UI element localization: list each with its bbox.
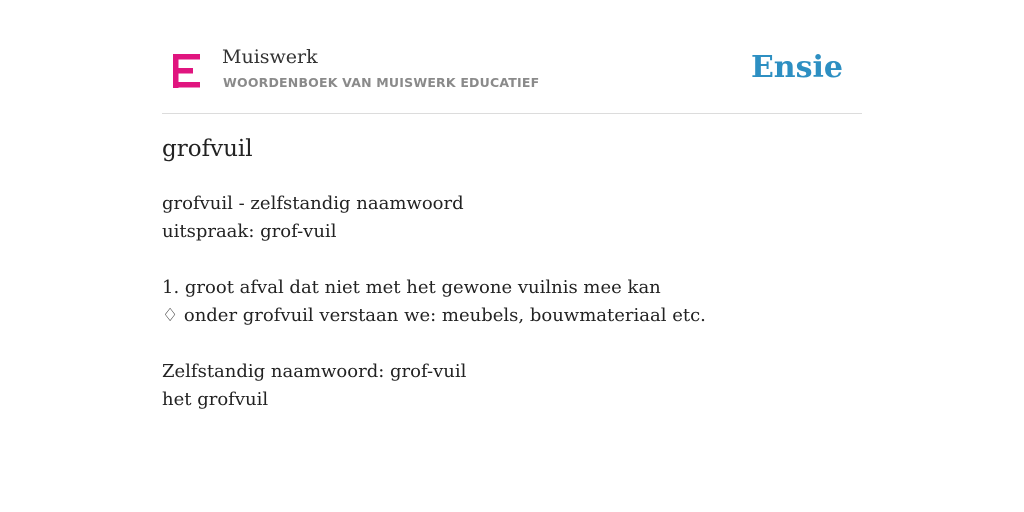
entry-hyphenation: Zelfstandig naamwoord: grof-vuil: [162, 361, 467, 382]
site-header: [162, 40, 862, 114]
brand-title[interactable]: Muiswerk: [222, 46, 318, 68]
entry-definition-heading: grofvuil - zelfstandig naamwoord: [162, 193, 464, 214]
entry-article: het grofvuil: [162, 389, 269, 410]
entry-pronunciation: uitspraak: grof-vuil: [162, 221, 337, 242]
ensie-logo-link[interactable]: Ensie: [750, 50, 843, 85]
entry-blank-line: [162, 330, 706, 358]
muiswerk-logo-icon[interactable]: [173, 54, 201, 88]
entry-body: [162, 190, 706, 414]
brand-subtitle: WOORDENBOEK VAN MUISWERK EDUCATIEF: [223, 75, 540, 90]
entry-meaning-1: 1. groot afval dat niet met het gewone vuilnis mee kan: [162, 277, 661, 298]
entry-blank-line: [162, 246, 706, 274]
entry-example: ♢ onder grofvuil verstaan we: meubels, bouwmateriaal etc.: [162, 305, 706, 326]
entry-title: grofvuil: [162, 136, 253, 162]
